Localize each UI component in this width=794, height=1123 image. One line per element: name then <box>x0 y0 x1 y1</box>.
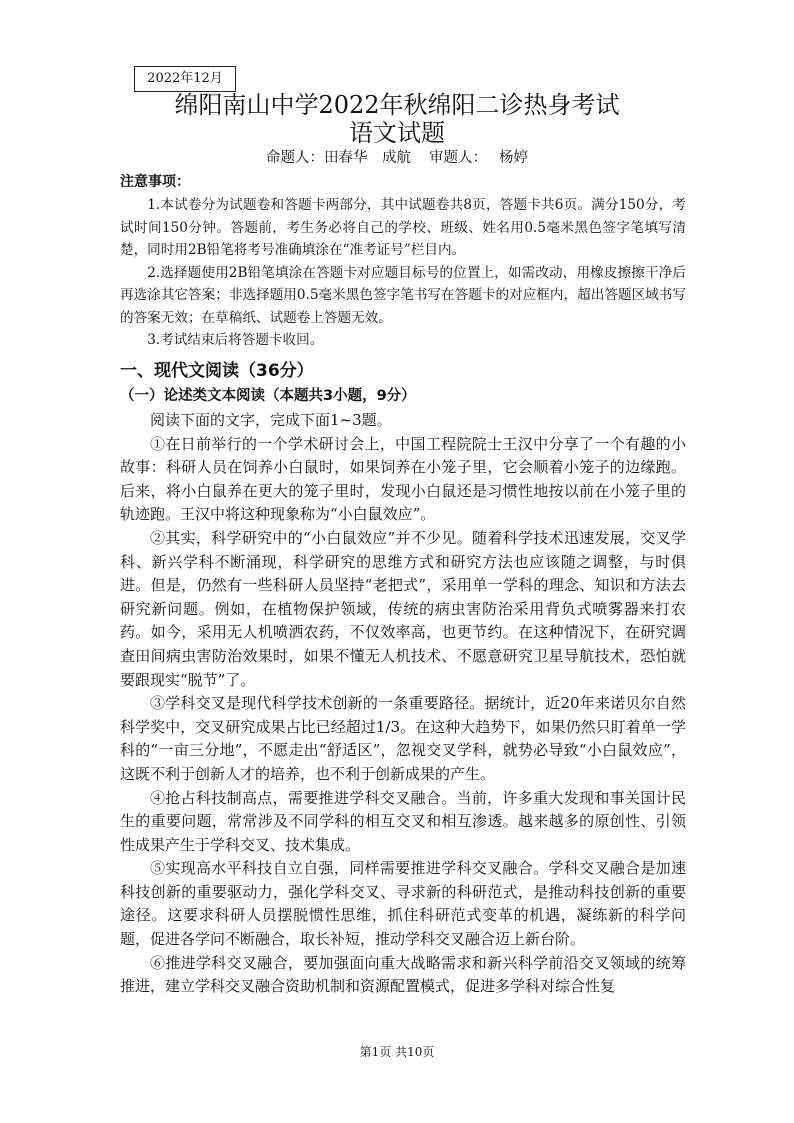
date-box: 2022年12月 <box>134 66 236 92</box>
exam-title: 绵阳南山中学2022年秋绵阳二诊热身考试 <box>174 91 620 119</box>
reviewer-label: 审题人： <box>429 150 487 166</box>
exam-subtitle: 语文试题 <box>349 119 445 147</box>
notice-item: 3.考试结束后将答题卡收回。 <box>147 332 324 348</box>
instruction-text: 阅读下面的文字，完成下面1~3题。 <box>150 411 392 429</box>
passage-paragraph: ⑥推进学科交叉融合，要加强面向重大战略需求和新兴科学前沿交叉领域的统筹推进，建立学科交叉融合资助机制和资源配置模式，促进多学科对综合性复 <box>120 953 686 996</box>
notice-heading: 注意事项： <box>120 174 190 190</box>
passage-paragraph: ⑤实现高水平科技自立自强，同样需要推进学科交叉融合。学科交叉融合是加速科技创新的重要驱动力，强化学科交叉、寻求新的科研范式，是推动科技创新的重要途径。这要求科研人员摆脱惯性思维，抓住科研范式变革的机遇，凝练新的科学问题，促进各学问不断融合，取长补短，推动学科交叉融合迈上新台阶。 <box>120 859 686 949</box>
subsection-heading: （一）论述类文本阅读（本题共3小题，9分） <box>120 388 416 404</box>
notice-list <box>120 194 686 352</box>
reviewer-name: 杨婷 <box>499 150 528 166</box>
section-heading: 一、现代文阅读（36分） <box>120 361 314 381</box>
passage-paragraph: ②其实，科学研究中的“小白鼠效应”并不少见。随着科学技术迅速发展，交叉学科、新兴学科不断涌现，科学研究的思维方式和研究方法也应该随之调整，与时俱进。但是，仍然有一些科研人员坚持“老把式”，采用单一学科的理念、知识和方法去研究新问题。例如，在植物保护领域，传统的病虫害防治采用背负式喷雾器来打农药。如今，采用无人机喷洒农药，不仅效率高，也更节约。在这种情况下，在研究调查田间病虫害防治效果时，如果不懂无人机技术、不愿意研究卫星导航技术，恐怕就要跟现实“脱节”了。 <box>120 528 686 689</box>
passage-paragraph: ①在日前举行的一个学术研讨会上，中国工程院院士王汉中分享了一个有趣的小故事：科研人员在饲养小白鼠时，如果饲养在小笼子里，它会顺着小笼子的边缘跑。后来，将小白鼠养在更大的笼子里时，发现小白鼠还是习惯性地按以前在小笼子里的轨迹跑。王汉中将这种现象称为“小白鼠效应”。 <box>120 434 686 524</box>
notice-item: 1.本试卷分为试题卷和答题卡两部分，其中试题卷共8页，答题卡共6页。满分150分，考试时间150分钟。答题前，考生务必将自己的学校、班级、姓名用0.5毫米黑色签字笔填写清楚，同时用2B铅笔将考号准确填涂在“准考证号”栏目内。 <box>120 197 686 258</box>
page-footer: 第1页 共10页 <box>359 1045 435 1059</box>
setter-names: 田春华 成航 <box>324 150 411 166</box>
setter-label: 命题人： <box>266 150 324 166</box>
notice-item: 2.选择题使用2B铅笔填涂在答题卡对应题目标号的位置上，如需改动，用橡皮擦擦干净后再选涂其它答案；非选择题用0.5毫米黑色签字笔书写在答题卡的对应框内，超出答题区域书写的答案无效；在草稿纸、试题卷上答题无效。 <box>120 264 686 326</box>
passage-paragraph: ③学科交叉是现代科学技术创新的一条重要路径。据统计，近20年来诺贝尔自然科学奖中，交叉研究成果占比已经超过1/3。在这种大趋势下，如果仍然只盯着单一学科的“一亩三分地”，不愿走出“舒适区”，忽视交叉学科，就势必导致“小白鼠效应”，这既不利于创新人才的培养，也不利于创新成果的产生。 <box>120 694 686 783</box>
passage-paragraph: ④抢占科技制高点，需要推进学科交叉融合。当前，许多重大发现和事关国计民生的重要问题，常常涉及不同学科的相互交叉和相互渗透。越来越多的原创性、引领性成果产生于学科交叉、技术集成。 <box>120 788 686 854</box>
reading-passage <box>120 409 686 999</box>
author-line <box>0 148 794 168</box>
